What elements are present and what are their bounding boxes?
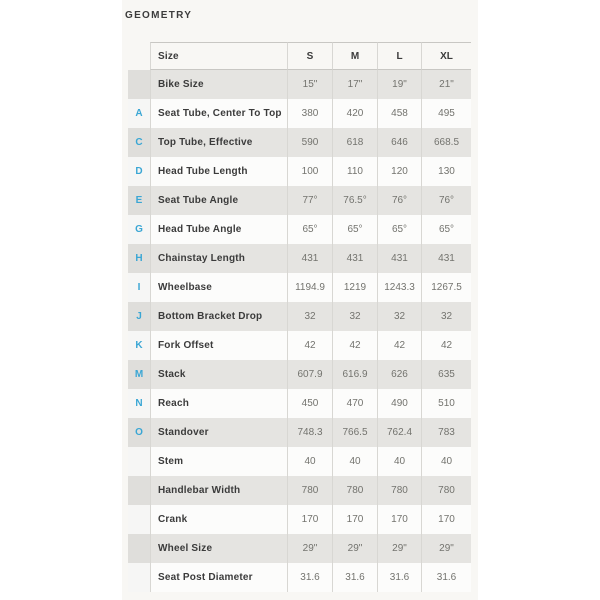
- row-value-s: 170: [287, 505, 332, 534]
- row-label: Bike Size: [150, 70, 287, 99]
- row-value-xl: 668.5: [421, 128, 471, 157]
- table-row: [128, 505, 471, 534]
- geometry-section: [122, 0, 478, 600]
- table-row: [128, 418, 471, 447]
- row-value-xl: 635: [421, 360, 471, 389]
- row-label: Seat Tube, Center To Top: [150, 99, 287, 128]
- row-value-m: 616.9: [332, 360, 377, 389]
- row-value-xl: 495: [421, 99, 471, 128]
- table-row: [128, 302, 471, 331]
- row-value-xl: 170: [421, 505, 471, 534]
- row-value-m: 420: [332, 99, 377, 128]
- table-row: [128, 534, 471, 563]
- row-letter: M: [128, 360, 150, 389]
- table-row: [128, 331, 471, 360]
- row-value-m: 76.5°: [332, 186, 377, 215]
- row-label: Top Tube, Effective: [150, 128, 287, 157]
- row-letter: H: [128, 244, 150, 273]
- geometry-table: [128, 42, 471, 592]
- table-row: [128, 476, 471, 505]
- row-value-s: 40: [287, 447, 332, 476]
- row-label: Handlebar Width: [150, 476, 287, 505]
- table-row: [128, 70, 471, 99]
- row-value-m: 1219: [332, 273, 377, 302]
- row-value-l: 1243.3: [377, 273, 421, 302]
- row-label: Wheel Size: [150, 534, 287, 563]
- row-label: Bottom Bracket Drop: [150, 302, 287, 331]
- row-value-l: 626: [377, 360, 421, 389]
- table-row: [128, 215, 471, 244]
- row-value-l: 65°: [377, 215, 421, 244]
- row-value-m: 780: [332, 476, 377, 505]
- table-row: [128, 186, 471, 215]
- row-value-l: 42: [377, 331, 421, 360]
- row-value-l: 170: [377, 505, 421, 534]
- row-value-l: 19": [377, 70, 421, 99]
- row-value-l: 431: [377, 244, 421, 273]
- row-value-l: 780: [377, 476, 421, 505]
- row-label: Standover: [150, 418, 287, 447]
- row-value-s: 100: [287, 157, 332, 186]
- row-label: Stem: [150, 447, 287, 476]
- row-value-s: 607.9: [287, 360, 332, 389]
- row-value-m: 431: [332, 244, 377, 273]
- row-value-s: 65°: [287, 215, 332, 244]
- row-value-xl: 40: [421, 447, 471, 476]
- row-value-s: 42: [287, 331, 332, 360]
- row-value-l: 29": [377, 534, 421, 563]
- row-letter: G: [128, 215, 150, 244]
- row-value-s: 590: [287, 128, 332, 157]
- header-letter-spacer: [128, 42, 150, 70]
- row-letter: C: [128, 128, 150, 157]
- row-value-l: 762.4: [377, 418, 421, 447]
- row-value-m: 32: [332, 302, 377, 331]
- row-label: Reach: [150, 389, 287, 418]
- header-col-l: L: [377, 42, 421, 70]
- table-row: [128, 128, 471, 157]
- table-body: [128, 70, 471, 592]
- row-value-s: 748.3: [287, 418, 332, 447]
- row-value-m: 31.6: [332, 563, 377, 592]
- row-value-m: 40: [332, 447, 377, 476]
- row-letter: [128, 447, 150, 476]
- row-value-xl: 29": [421, 534, 471, 563]
- row-label: Fork Offset: [150, 331, 287, 360]
- row-letter: J: [128, 302, 150, 331]
- row-value-l: 31.6: [377, 563, 421, 592]
- row-value-s: 77°: [287, 186, 332, 215]
- row-value-xl: 510: [421, 389, 471, 418]
- row-label: Seat Tube Angle: [150, 186, 287, 215]
- row-value-xl: 783: [421, 418, 471, 447]
- row-value-l: 120: [377, 157, 421, 186]
- row-value-l: 76°: [377, 186, 421, 215]
- row-value-xl: 431: [421, 244, 471, 273]
- row-label: Chainstay Length: [150, 244, 287, 273]
- row-value-s: 431: [287, 244, 332, 273]
- row-value-xl: 130: [421, 157, 471, 186]
- table-header-row: [128, 42, 471, 70]
- header-col-m: M: [332, 42, 377, 70]
- row-letter: [128, 505, 150, 534]
- row-letter: K: [128, 331, 150, 360]
- row-value-m: 42: [332, 331, 377, 360]
- row-letter: I: [128, 273, 150, 302]
- row-value-xl: 32: [421, 302, 471, 331]
- row-letter: D: [128, 157, 150, 186]
- section-title: GEOMETRY: [125, 10, 193, 21]
- row-value-xl: 42: [421, 331, 471, 360]
- table-row: [128, 244, 471, 273]
- row-value-m: 110: [332, 157, 377, 186]
- row-value-l: 646: [377, 128, 421, 157]
- row-value-s: 29": [287, 534, 332, 563]
- row-label: Head Tube Angle: [150, 215, 287, 244]
- row-value-l: 458: [377, 99, 421, 128]
- row-letter: [128, 563, 150, 592]
- row-value-s: 32: [287, 302, 332, 331]
- row-value-xl: 65°: [421, 215, 471, 244]
- row-letter: N: [128, 389, 150, 418]
- table-row: [128, 99, 471, 128]
- row-letter: A: [128, 99, 150, 128]
- row-value-s: 780: [287, 476, 332, 505]
- table-row: [128, 389, 471, 418]
- row-value-m: 618: [332, 128, 377, 157]
- row-value-l: 40: [377, 447, 421, 476]
- row-label: Crank: [150, 505, 287, 534]
- row-letter: [128, 476, 150, 505]
- row-value-m: 470: [332, 389, 377, 418]
- row-letter: E: [128, 186, 150, 215]
- row-value-l: 490: [377, 389, 421, 418]
- row-value-m: 17": [332, 70, 377, 99]
- row-label: Stack: [150, 360, 287, 389]
- header-size-label: Size: [150, 42, 287, 70]
- row-value-xl: 21": [421, 70, 471, 99]
- header-col-xl: XL: [421, 42, 471, 70]
- row-value-xl: 31.6: [421, 563, 471, 592]
- row-letter: [128, 534, 150, 563]
- row-value-xl: 1267.5: [421, 273, 471, 302]
- row-value-m: 65°: [332, 215, 377, 244]
- row-letter: O: [128, 418, 150, 447]
- row-value-m: 766.5: [332, 418, 377, 447]
- row-value-s: 15": [287, 70, 332, 99]
- row-label: Wheelbase: [150, 273, 287, 302]
- table-row: [128, 563, 471, 592]
- table-row: [128, 447, 471, 476]
- row-value-xl: 76°: [421, 186, 471, 215]
- row-value-l: 32: [377, 302, 421, 331]
- header-col-s: S: [287, 42, 332, 70]
- row-value-m: 29": [332, 534, 377, 563]
- row-value-m: 170: [332, 505, 377, 534]
- table-row: [128, 273, 471, 302]
- row-value-s: 1194.9: [287, 273, 332, 302]
- row-value-s: 31.6: [287, 563, 332, 592]
- table-row: [128, 157, 471, 186]
- row-letter: [128, 70, 150, 99]
- row-value-s: 380: [287, 99, 332, 128]
- row-label: Head Tube Length: [150, 157, 287, 186]
- row-value-s: 450: [287, 389, 332, 418]
- table-row: [128, 360, 471, 389]
- row-value-xl: 780: [421, 476, 471, 505]
- row-label: Seat Post Diameter: [150, 563, 287, 592]
